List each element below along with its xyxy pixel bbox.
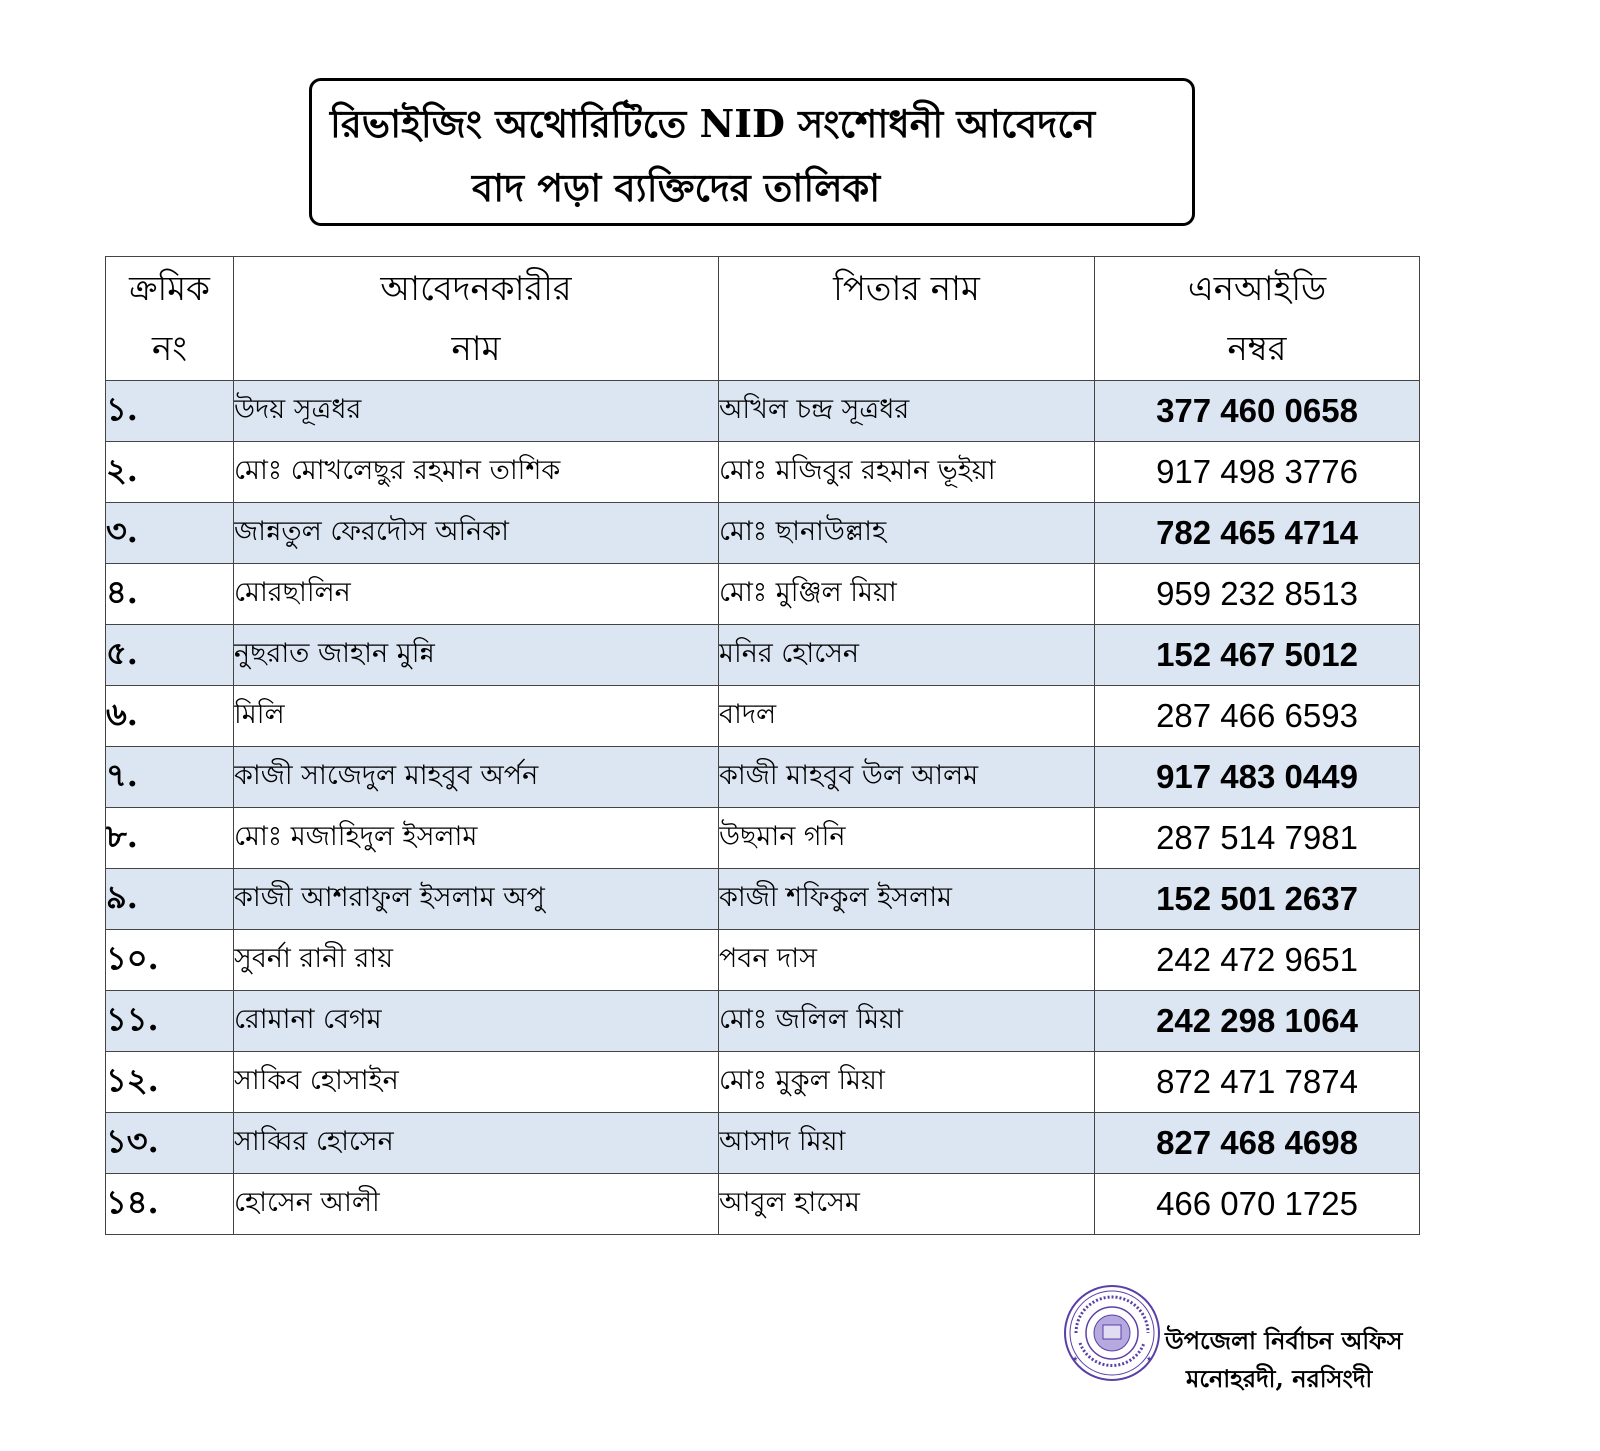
applicant-name-cell: উদয় সূত্রধর	[234, 381, 719, 442]
applicant-name-cell: মিলি	[234, 686, 719, 747]
father-name-cell: মনির হোসেন	[719, 625, 1095, 686]
father-name-cell: মোঃ মুঞ্জিল মিয়া	[719, 564, 1095, 625]
applicant-name-cell: নুছরাত জাহান মুন্নি	[234, 625, 719, 686]
header-nid-line2: নম্বর	[1227, 329, 1287, 369]
table-row	[106, 564, 1420, 625]
father-name-cell: কাজী মাহবুব উল আলম	[719, 747, 1095, 808]
applicant-name-cell: জান্নতুল ফেরদৌস অনিকা	[234, 503, 719, 564]
header-father-name	[719, 257, 1095, 381]
office-name: উপজেলা নির্বাচন অফিস	[1165, 1326, 1403, 1355]
father-name-cell: আবুল হাসেম	[719, 1174, 1095, 1235]
table-row	[106, 869, 1420, 930]
nid-number-cell: 782 465 4714	[1095, 503, 1420, 564]
excluded-persons-table	[105, 256, 1420, 1235]
header-serial	[106, 257, 234, 381]
nid-number-cell: 917 498 3776	[1095, 442, 1420, 503]
table-row	[106, 1113, 1420, 1174]
serial-cell: ১১.	[106, 991, 234, 1052]
nid-number-cell: 242 472 9651	[1095, 930, 1420, 991]
serial-cell: ৮.	[106, 808, 234, 869]
applicant-name-cell: সুবর্না রানী রায়	[234, 930, 719, 991]
serial-cell: ২.	[106, 442, 234, 503]
header-applicant-line1: আবেদনকারীর	[380, 269, 572, 309]
father-name-cell: মোঃ মজিবুর রহমান ভূইয়া	[719, 442, 1095, 503]
father-name-cell: মোঃ ছানাউল্লাহ	[719, 503, 1095, 564]
nid-number-cell: 152 467 5012	[1095, 625, 1420, 686]
father-name-cell: উছমান গনি	[719, 808, 1095, 869]
office-location: মনোহরদী, নরসিংদী	[1186, 1364, 1373, 1393]
header-serial-line1: ক্রমিক	[129, 269, 210, 309]
nid-number-cell: 466 070 1725	[1095, 1174, 1420, 1235]
applicant-name-cell: মোরছালিন	[234, 564, 719, 625]
nid-number-cell: 152 501 2637	[1095, 869, 1420, 930]
father-name-cell: আসাদ মিয়া	[719, 1113, 1095, 1174]
applicant-name-cell: রোমানা বেগম	[234, 991, 719, 1052]
header-applicant-name	[234, 257, 719, 381]
father-name-cell: পবন দাস	[719, 930, 1095, 991]
serial-cell: ১৩.	[106, 1113, 234, 1174]
nid-number-cell: 242 298 1064	[1095, 991, 1420, 1052]
table-row	[106, 808, 1420, 869]
serial-cell: ৬.	[106, 686, 234, 747]
father-name-cell: কাজী শফিকুল ইসলাম	[719, 869, 1095, 930]
table-row	[106, 686, 1420, 747]
nid-number-cell: 287 466 6593	[1095, 686, 1420, 747]
nid-number-cell: 377 460 0658	[1095, 381, 1420, 442]
nid-number-cell: 917 483 0449	[1095, 747, 1420, 808]
serial-cell: ১.	[106, 381, 234, 442]
official-seal-icon	[1062, 1283, 1162, 1383]
table-row	[106, 991, 1420, 1052]
table-row	[106, 442, 1420, 503]
title-line-2: বাদ পড়া ব্যক্তিদের তালিকা	[472, 165, 881, 210]
header-applicant-line2: নাম	[451, 329, 501, 369]
serial-cell: ৩.	[106, 503, 234, 564]
table-row	[106, 381, 1420, 442]
header-nid-number	[1095, 257, 1420, 381]
svg-text:★: ★	[1146, 1355, 1153, 1363]
table-header-row	[106, 257, 1420, 381]
title-line-1: রিভাইজিং অথোরিটিতে NID সংশোধনী আবেদনে	[330, 101, 1096, 146]
nid-number-cell: 872 471 7874	[1095, 1052, 1420, 1113]
nid-number-cell: 959 232 8513	[1095, 564, 1420, 625]
serial-cell: ৪.	[106, 564, 234, 625]
serial-cell: ৯.	[106, 869, 234, 930]
applicant-name-cell: মোঃ মোখলেছুর রহমান তাশিক	[234, 442, 719, 503]
svg-text:★: ★	[1072, 1355, 1079, 1363]
serial-cell: ১৪.	[106, 1174, 234, 1235]
father-name-cell: মোঃ মুকুল মিয়া	[719, 1052, 1095, 1113]
nid-number-cell: 827 468 4698	[1095, 1113, 1420, 1174]
table-row	[106, 1052, 1420, 1113]
table-row	[106, 503, 1420, 564]
table-row	[106, 747, 1420, 808]
father-name-cell: বাদল	[719, 686, 1095, 747]
father-name-cell: মোঃ জলিল মিয়া	[719, 991, 1095, 1052]
serial-cell: ১০.	[106, 930, 234, 991]
header-serial-line2: নং	[152, 329, 187, 369]
nid-number-cell: 287 514 7981	[1095, 808, 1420, 869]
table-row	[106, 1174, 1420, 1235]
table-row	[106, 625, 1420, 686]
applicant-name-cell: কাজী সাজেদুল মাহবুব অর্পন	[234, 747, 719, 808]
applicant-name-cell: কাজী আশরাফুল ইসলাম অপু	[234, 869, 719, 930]
title-box	[309, 78, 1195, 226]
father-name-cell: অখিল চন্দ্র সূত্রধর	[719, 381, 1095, 442]
serial-cell: ৫.	[106, 625, 234, 686]
serial-cell: ১২.	[106, 1052, 234, 1113]
header-father-line1: পিতার নাম	[833, 269, 980, 309]
header-nid-line1: এনআইডি	[1187, 269, 1327, 309]
table-row	[106, 930, 1420, 991]
serial-cell: ৭.	[106, 747, 234, 808]
applicant-name-cell: মোঃ মজাহিদুল ইসলাম	[234, 808, 719, 869]
applicant-name-cell: সাব্বির হোসেন	[234, 1113, 719, 1174]
applicant-name-cell: সাকিব হোসাইন	[234, 1052, 719, 1113]
applicant-name-cell: হোসেন আলী	[234, 1174, 719, 1235]
